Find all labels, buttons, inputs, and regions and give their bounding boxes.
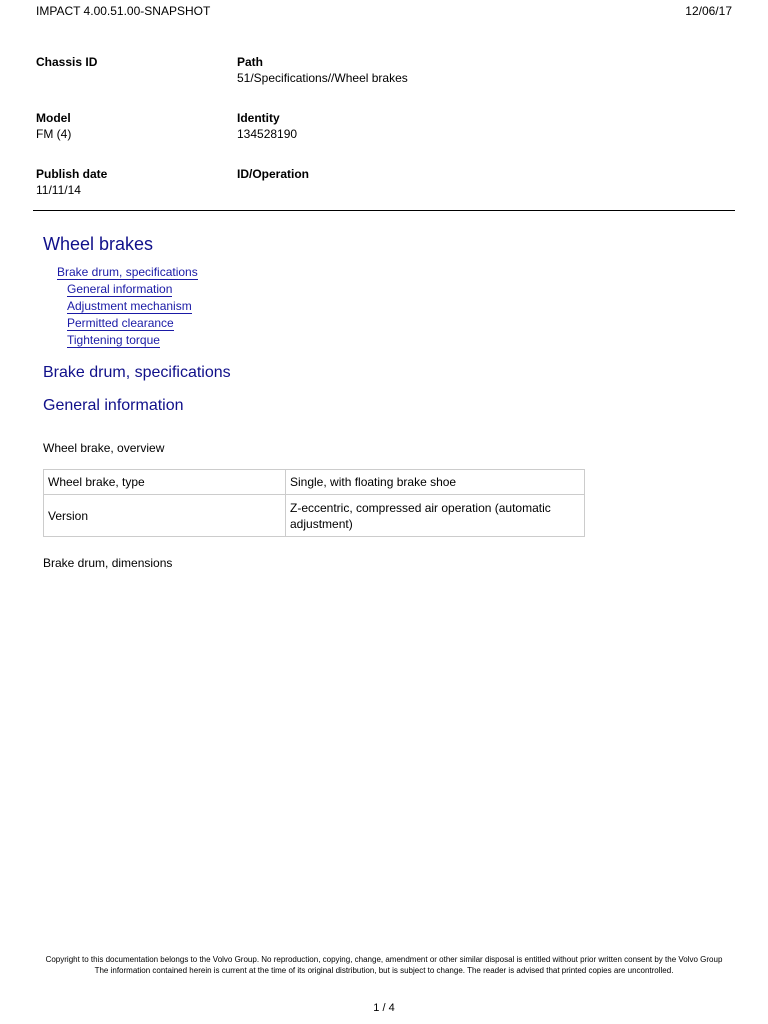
metadata-grid — [36, 54, 736, 222]
table-cell-value: Single, with floating brake shoe — [286, 470, 585, 495]
section-heading-brake-drum: Brake drum, specifications — [43, 364, 231, 381]
model-value: FM (4) — [36, 127, 72, 141]
toc-item-clearance — [43, 316, 733, 333]
page-header — [36, 4, 732, 18]
chassis-id-cell — [36, 54, 237, 110]
path-value: 51/Specifications//Wheel brakes — [237, 71, 408, 85]
identity-value: 134528190 — [237, 127, 298, 141]
path-cell — [237, 54, 637, 110]
operation-cell — [237, 166, 637, 222]
table-row — [44, 470, 585, 495]
toc-link-adjustment-mechanism[interactable]: Adjustment mechanism — [67, 299, 192, 313]
product-version: IMPACT 4.00.51.00-SNAPSHOT — [36, 4, 211, 18]
table-cell-value: Z-eccentric, compressed air operation (automatic adjustment) — [286, 495, 585, 537]
toc-link-permitted-clearance[interactable]: Permitted clearance — [67, 316, 174, 330]
identity-cell — [237, 110, 637, 166]
print-date: 12/06/17 — [685, 4, 732, 18]
table-row — [44, 495, 585, 537]
model-label: Model — [36, 111, 71, 125]
table-of-contents — [43, 265, 733, 350]
meta-row-model — [36, 110, 736, 166]
chassis-id-label: Chassis ID — [36, 55, 98, 69]
dimensions-caption: Brake drum, dimensions — [43, 556, 173, 570]
copyright-notice: Copyright to this documentation belongs to the Volvo Group. No reproduction, copying, change, amendment or other similar disposal is entitled without prior written consent by the Volvo Group — [45, 955, 723, 964]
header-divider — [33, 210, 735, 211]
toc-item-general — [43, 282, 733, 299]
page-number: 1 / 4 — [373, 1002, 395, 1014]
document-body — [43, 232, 733, 571]
toc-item-brake-drum — [43, 265, 733, 282]
toc-link-general-information[interactable]: General information — [67, 282, 173, 296]
table-cell-key: Wheel brake, type — [44, 470, 286, 495]
publish-date-label: Publish date — [36, 167, 108, 181]
meta-row-publish — [36, 166, 736, 222]
path-label: Path — [237, 55, 264, 69]
wheel-brake-table — [43, 469, 585, 537]
publish-date-value: 11/11/14 — [36, 183, 81, 197]
operation-label: ID/Operation — [237, 167, 310, 181]
toc-link-brake-drum-specifications[interactable]: Brake drum, specifications — [57, 265, 198, 279]
copyright-footer — [30, 954, 738, 976]
toc-item-adjustment — [43, 299, 733, 316]
publish-date-cell — [36, 166, 237, 222]
identity-label: Identity — [237, 111, 280, 125]
toc-link-tightening-torque[interactable]: Tightening torque — [67, 333, 160, 347]
overview-caption: Wheel brake, overview — [43, 441, 165, 455]
table-cell-key: Version — [44, 495, 286, 537]
document-title: Wheel brakes — [43, 234, 154, 254]
toc-item-torque — [43, 333, 733, 350]
meta-row-chassis — [36, 54, 736, 110]
distribution-notice: The information contained herein is current at the time of its original distribution, but is subject to change. The reader is advised that printed copies are uncontrolled. — [94, 966, 674, 975]
section-heading-general-information: General information — [43, 397, 184, 414]
model-cell — [36, 110, 237, 166]
